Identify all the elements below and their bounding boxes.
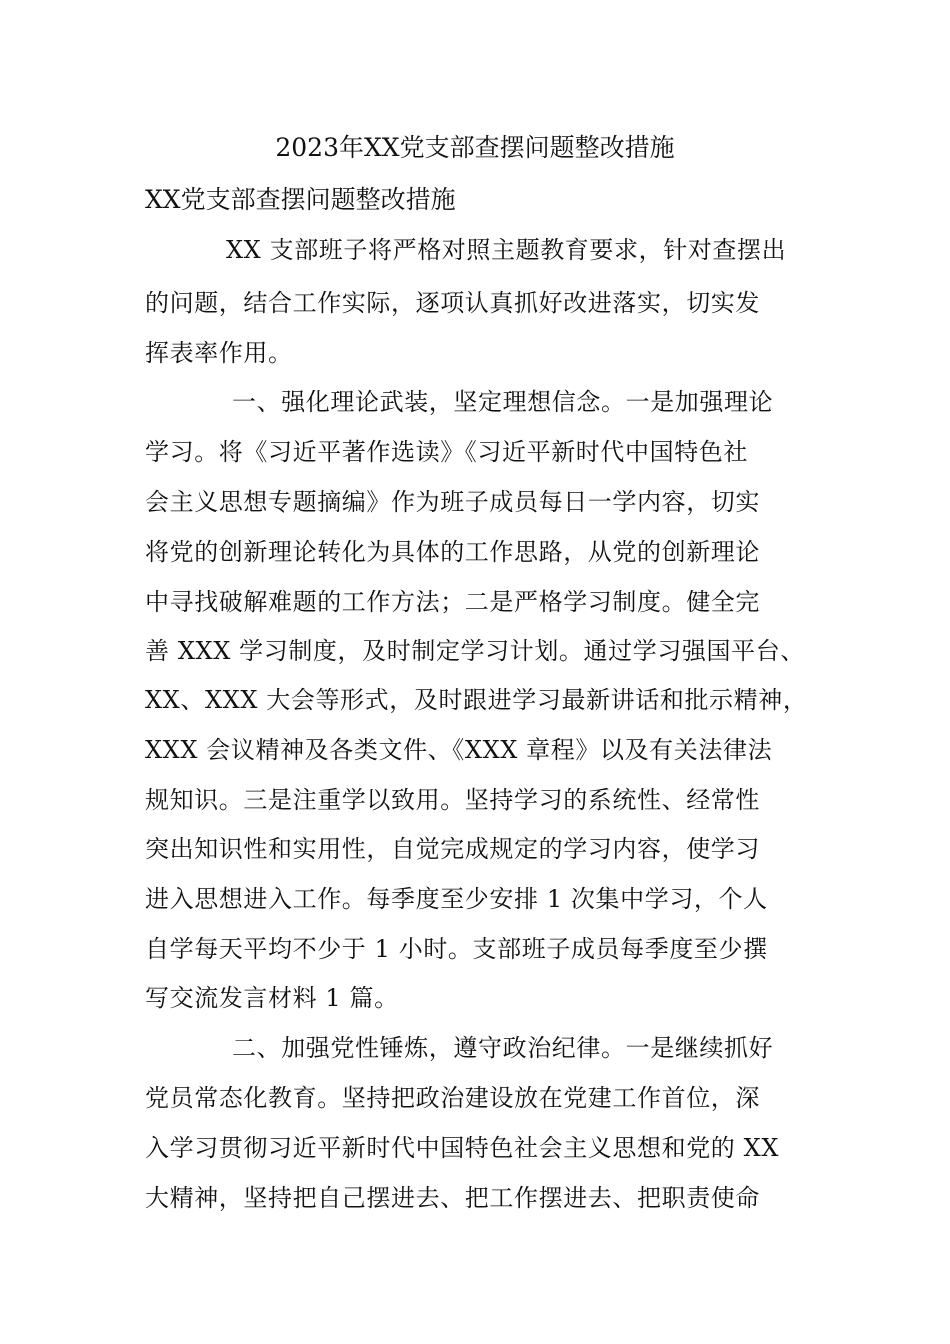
paragraph-line: XX 支部班子将严格对照主题教育要求，针对查摆出 bbox=[226, 236, 787, 264]
paragraph-line: 突出知识性和实用性，自觉完成规定的学习内容，使学习 bbox=[145, 835, 760, 863]
paragraph-line: 规知识。三是注重学以致用。坚持学习的系统性、经常性 bbox=[145, 786, 760, 814]
paragraph-line: 会主义思想专题摘编》作为班子成员每日一学内容，切实 bbox=[145, 488, 760, 516]
paragraph-line: 一、强化理论武装，坚定理想信念。一是加强理论 bbox=[232, 388, 774, 416]
paragraph-line: 大精神，坚持把自己摆进去、把工作摆进去、把职责使命 bbox=[145, 1184, 760, 1212]
paragraph-line: 善 XXX 学习制度，及时制定学习计划。通过学习强国平台、 bbox=[145, 637, 805, 665]
paragraph-line: XXX 会议精神及各类文件、《XXX 章程》以及有关法律法 bbox=[145, 736, 773, 764]
document-subtitle: XX党支部查摆问题整改措施 bbox=[145, 185, 456, 214]
paragraph-line: 的问题，结合工作实际，逐项认真抓好改进落实，切实发 bbox=[145, 289, 760, 317]
paragraph-line: 二、加强党性锤炼，遵守政治纪律。一是继续抓好 bbox=[232, 1034, 774, 1062]
paragraph-line: 党员常态化教育。坚持把政治建设放在党建工作首位，深 bbox=[145, 1084, 760, 1112]
paragraph-line: 自学每天平均不少于 1 小时。支部班子成员每季度至少撰 bbox=[145, 935, 768, 963]
paragraph-line: 挥表率作用。 bbox=[145, 339, 293, 367]
paragraph-line: 将党的创新理论转化为具体的工作思路，从党的创新理论 bbox=[145, 538, 760, 566]
paragraph-line: 入学习贯彻习近平新时代中国特色社会主义思想和党的 XX bbox=[145, 1134, 779, 1162]
document-title: 2023年XX党支部查摆问题整改措施 bbox=[275, 133, 675, 162]
paragraph-line: 进入思想进入工作。每季度至少安排 1 次集中学习，个人 bbox=[145, 885, 768, 913]
paragraph-line: 中寻找破解难题的工作方法；二是严格学习制度。健全完 bbox=[145, 588, 760, 616]
paragraph-line: 学习。将《习近平著作选读》《习近平新时代中国特色社 bbox=[145, 438, 748, 466]
paragraph-line: XX、XXX 大会等形式，及时跟进学习最新讲话和批示精神， bbox=[145, 686, 808, 714]
paragraph-line: 写交流发言材料 1 篇。 bbox=[145, 984, 399, 1012]
